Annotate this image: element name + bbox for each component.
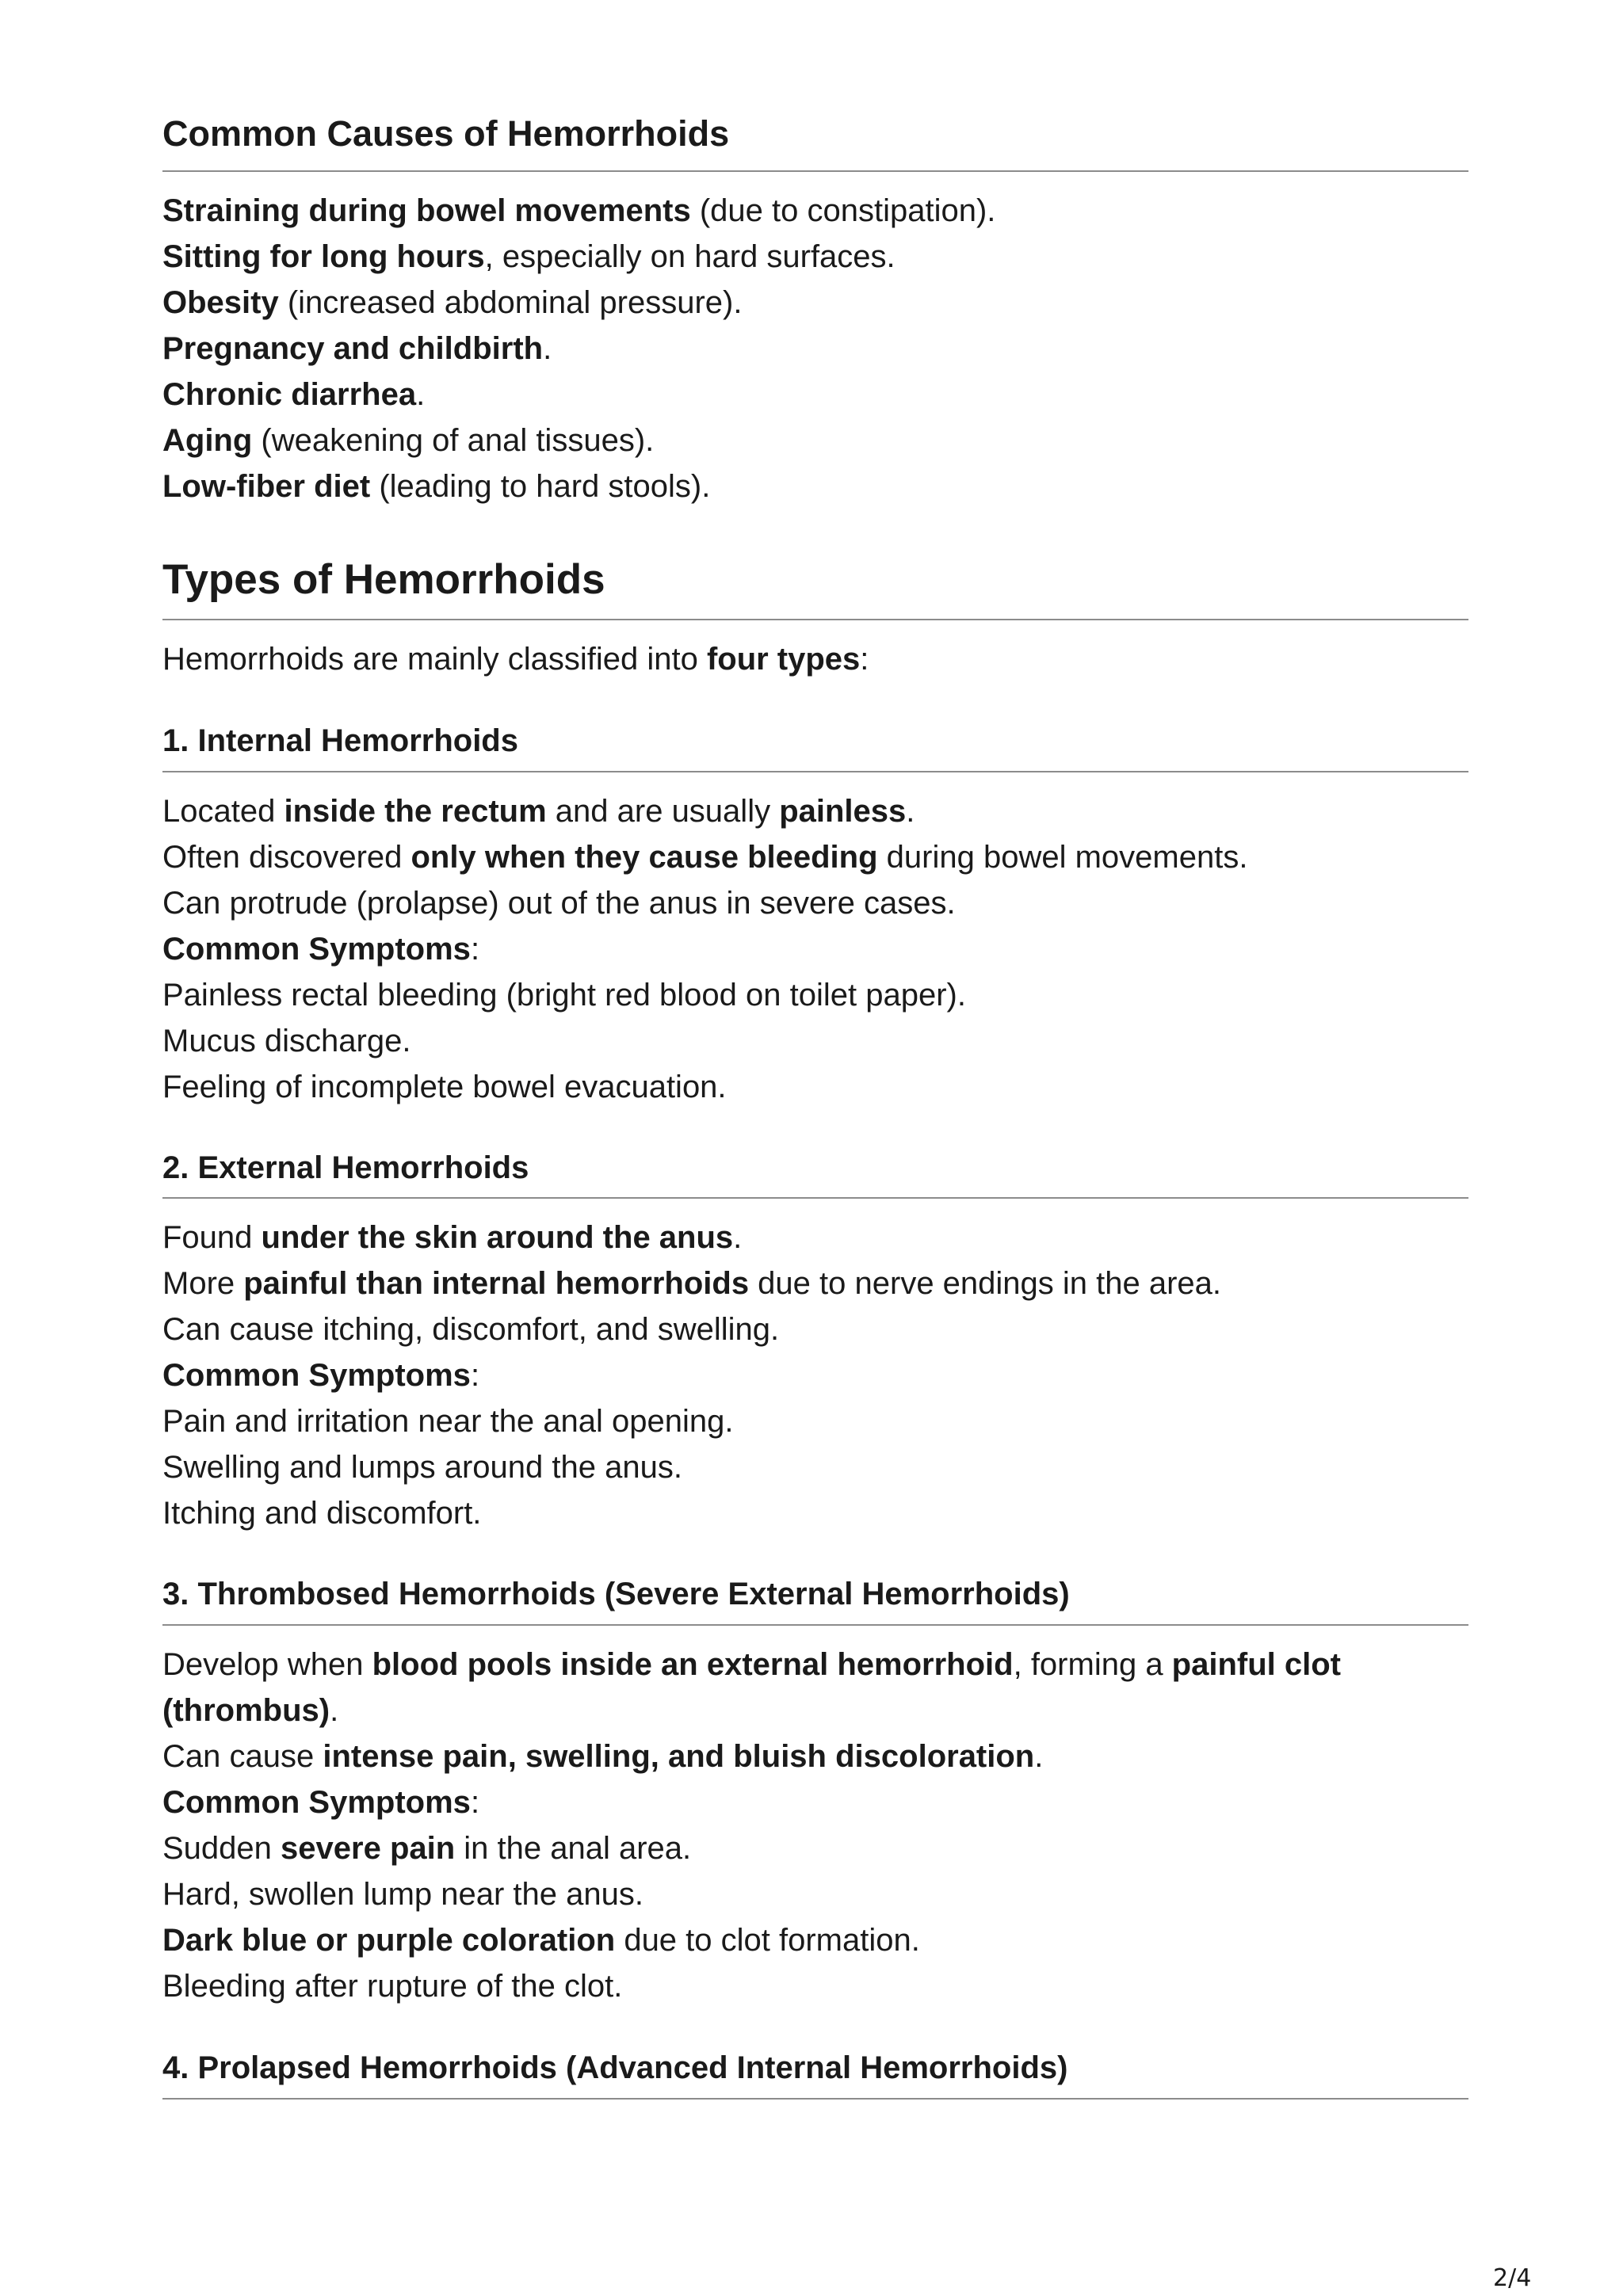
list-item: Pain and irritation near the anal opening. bbox=[162, 1404, 734, 1439]
list-item: Painless rectal bleeding (bright red blood on toilet paper). bbox=[162, 978, 966, 1013]
text-line: Can protrude (prolapse) out of the anus in severe cases. bbox=[162, 886, 956, 921]
list-item: Pregnancy and childbirth. bbox=[162, 331, 552, 366]
causes-list bbox=[162, 188, 1468, 509]
page-number: 2/4 bbox=[1493, 2264, 1532, 2292]
prolapsed-heading-rule bbox=[162, 2098, 1468, 2100]
list-item: Sitting for long hours, especially on hard surfaces. bbox=[162, 239, 896, 274]
thrombosed-section bbox=[162, 1642, 1468, 2009]
list-item: Bleeding after rupture of the clot. bbox=[162, 1969, 623, 2004]
list-item: Hard, swollen lump near the anus. bbox=[162, 1877, 643, 1912]
text-line: Often discovered only when they cause bleeding during bowel movements. bbox=[162, 840, 1248, 875]
symptoms-label: Common Symptoms: bbox=[162, 1785, 480, 1820]
types-intro: Hemorrhoids are mainly classified into four types: bbox=[162, 642, 869, 677]
text-line: Can cause itching, discomfort, and swelling. bbox=[162, 1312, 780, 1347]
list-item: Swelling and lumps around the anus. bbox=[162, 1450, 682, 1485]
internal-section bbox=[162, 788, 1468, 1110]
text-line: Located inside the rectum and are usually painless. bbox=[162, 794, 915, 829]
symptoms-label: Common Symptoms: bbox=[162, 932, 480, 967]
text-line: Develop when blood pools inside an external hemorrhoid, forming a painful clot bbox=[162, 1647, 1341, 1682]
list-item: Sudden severe pain in the anal area. bbox=[162, 1831, 692, 1866]
symptoms-label: Common Symptoms: bbox=[162, 1358, 480, 1393]
types-heading-rule bbox=[162, 619, 1468, 620]
list-item: Dark blue or purple coloration due to clot formation. bbox=[162, 1923, 920, 1958]
list-item: Low-fiber diet (leading to hard stools). bbox=[162, 469, 711, 504]
internal-heading-rule bbox=[162, 771, 1468, 772]
external-section bbox=[162, 1215, 1468, 1536]
list-item: Feeling of incomplete bowel evacuation. bbox=[162, 1070, 727, 1104]
internal-heading: 1. Internal Hemorrhoids bbox=[162, 723, 518, 758]
prolapsed-heading: 4. Prolapsed Hemorrhoids (Advanced Internal Hemorrhoids) bbox=[162, 2050, 1068, 2085]
thrombosed-heading-rule bbox=[162, 1624, 1468, 1626]
text-line: More painful than internal hemorrhoids due to nerve endings in the area. bbox=[162, 1266, 1222, 1301]
list-item: Aging (weakening of anal tissues). bbox=[162, 423, 655, 458]
thrombosed-heading: 3. Thrombosed Hemorrhoids (Severe External Hemorrhoids) bbox=[162, 1577, 1070, 1611]
text-line: (thrombus). bbox=[162, 1693, 339, 1728]
list-item: Mucus discharge. bbox=[162, 1024, 411, 1058]
text-line: Found under the skin around the anus. bbox=[162, 1220, 743, 1255]
causes-heading-rule bbox=[162, 170, 1468, 172]
types-heading: Types of Hemorrhoids bbox=[162, 556, 605, 603]
causes-heading: Common Causes of Hemorrhoids bbox=[162, 113, 730, 154]
text-line: Can cause intense pain, swelling, and bluish discoloration. bbox=[162, 1739, 1044, 1774]
list-item: Itching and discomfort. bbox=[162, 1496, 482, 1531]
list-item: Straining during bowel movements (due to constipation). bbox=[162, 193, 996, 228]
external-heading-rule bbox=[162, 1197, 1468, 1199]
external-heading: 2. External Hemorrhoids bbox=[162, 1150, 529, 1185]
list-item: Obesity (increased abdominal pressure). bbox=[162, 285, 743, 320]
list-item: Chronic diarrhea. bbox=[162, 377, 426, 412]
